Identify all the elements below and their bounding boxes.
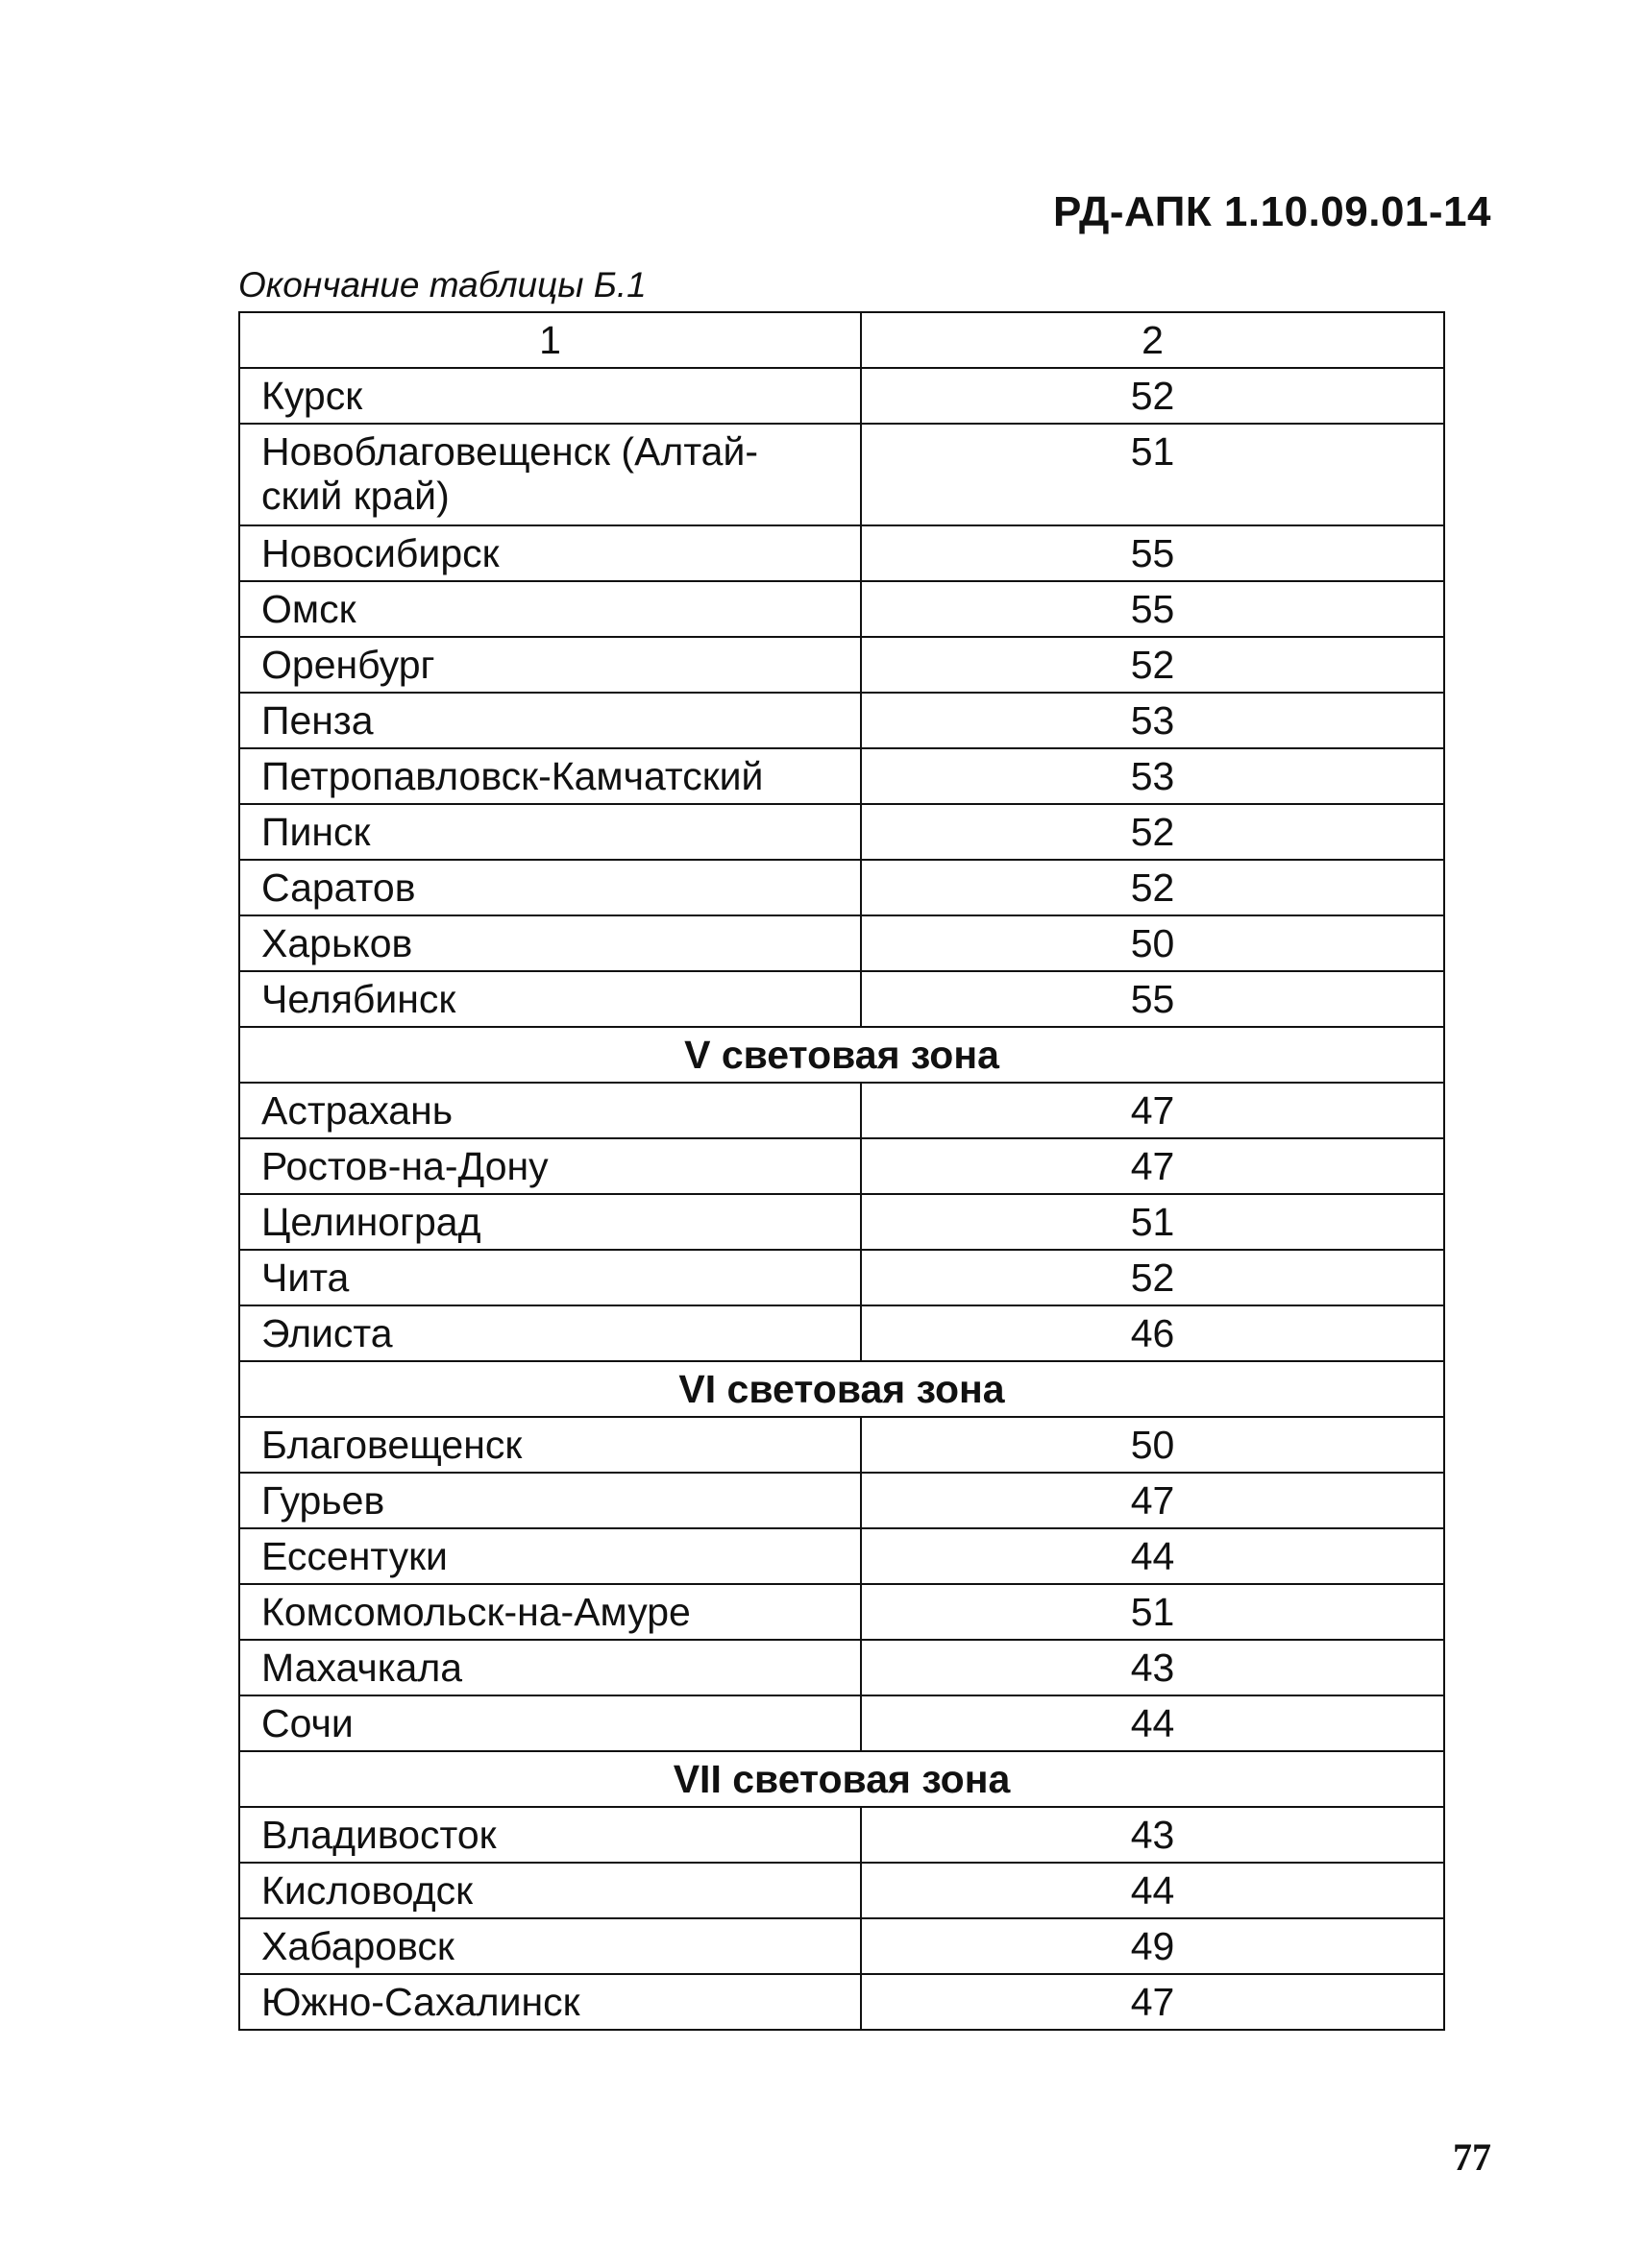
table-row <box>239 525 1444 581</box>
table-row <box>239 1305 1444 1361</box>
city-name: Ессентуки <box>239 1528 861 1584</box>
city-name: Благовещенск <box>239 1417 861 1473</box>
city-value: 47 <box>861 1083 1444 1138</box>
city-name: Ростов-на-Дону <box>239 1138 861 1194</box>
city-value: 55 <box>861 581 1444 637</box>
table-row <box>239 1640 1444 1695</box>
city-value: 52 <box>861 860 1444 915</box>
city-name: Курск <box>239 368 861 424</box>
table-row <box>239 1250 1444 1305</box>
city-name: Саратов <box>239 860 861 915</box>
city-name: Харьков <box>239 915 861 971</box>
city-value: 47 <box>861 1138 1444 1194</box>
city-name: Пенза <box>239 693 861 748</box>
city-name: Пинск <box>239 804 861 860</box>
table-row <box>239 1807 1444 1863</box>
city-value: 51 <box>861 1194 1444 1250</box>
city-value: 50 <box>861 1417 1444 1473</box>
zone-title: VII световая зона <box>239 1751 1444 1807</box>
city-value: 52 <box>861 637 1444 693</box>
city-value: 55 <box>861 971 1444 1027</box>
city-name: Хабаровск <box>239 1918 861 1974</box>
city-value: 47 <box>861 1473 1444 1528</box>
table-row <box>239 424 1444 525</box>
city-name: Комсомольск-на-Амуре <box>239 1584 861 1640</box>
page-number: 77 <box>1453 2135 1491 2179</box>
table-row <box>239 1417 1444 1473</box>
city-name: Петропавловск-Камчатский <box>239 748 861 804</box>
city-value: 43 <box>861 1640 1444 1695</box>
column-header-2: 2 <box>861 312 1444 368</box>
city-value: 51 <box>861 1584 1444 1640</box>
city-value: 44 <box>861 1695 1444 1751</box>
city-value: 53 <box>861 748 1444 804</box>
table-row <box>239 1584 1444 1640</box>
city-name: Сочи <box>239 1695 861 1751</box>
table-row <box>239 748 1444 804</box>
city-value: 43 <box>861 1807 1444 1863</box>
table-row <box>239 693 1444 748</box>
table-row <box>239 971 1444 1027</box>
column-header-1: 1 <box>239 312 861 368</box>
city-name: Владивосток <box>239 1807 861 1863</box>
city-value: 44 <box>861 1528 1444 1584</box>
zone-header-row <box>239 1027 1444 1083</box>
table-row <box>239 1695 1444 1751</box>
city-value: 52 <box>861 804 1444 860</box>
city-name: Чита <box>239 1250 861 1305</box>
city-name <box>239 424 861 525</box>
table-row <box>239 1863 1444 1918</box>
table-row <box>239 1138 1444 1194</box>
table-row <box>239 581 1444 637</box>
illumination-table <box>238 311 1445 2031</box>
city-value: 47 <box>861 1974 1444 2030</box>
table-header-row <box>239 312 1444 368</box>
city-name: Оренбург <box>239 637 861 693</box>
city-value: 50 <box>861 915 1444 971</box>
table-row <box>239 1528 1444 1584</box>
city-value: 46 <box>861 1305 1444 1361</box>
city-name: Южно-Сахалинск <box>239 1974 861 2030</box>
city-name-line-2: ский край) <box>261 474 450 518</box>
city-value: 49 <box>861 1918 1444 1974</box>
city-name: Омск <box>239 581 861 637</box>
zone-title: V световая зона <box>239 1027 1444 1083</box>
table-row <box>239 1918 1444 1974</box>
city-name: Новосибирск <box>239 525 861 581</box>
city-value: 44 <box>861 1863 1444 1918</box>
table-row <box>239 915 1444 971</box>
table-row <box>239 1194 1444 1250</box>
city-value: 52 <box>861 368 1444 424</box>
city-name: Кисловодск <box>239 1863 861 1918</box>
city-name: Элиста <box>239 1305 861 1361</box>
city-value: 52 <box>861 1250 1444 1305</box>
zone-header-row <box>239 1751 1444 1807</box>
city-name: Махачкала <box>239 1640 861 1695</box>
city-name: Целиноград <box>239 1194 861 1250</box>
table-row <box>239 860 1444 915</box>
city-value: 55 <box>861 525 1444 581</box>
city-value: 53 <box>861 693 1444 748</box>
city-name: Гурьев <box>239 1473 861 1528</box>
zone-header-row <box>239 1361 1444 1417</box>
table-row <box>239 368 1444 424</box>
table-row <box>239 637 1444 693</box>
city-name-line-1: Новоблаговещенск (Алтай- <box>261 429 759 474</box>
zone-title: VI световая зона <box>239 1361 1444 1417</box>
city-name: Астрахань <box>239 1083 861 1138</box>
table-caption: Окончание таблицы Б.1 <box>238 265 647 305</box>
city-value: 51 <box>861 424 1444 525</box>
document-code: РД-АПК 1.10.09.01-14 <box>1052 188 1491 235</box>
city-name: Челябинск <box>239 971 861 1027</box>
table-row <box>239 1473 1444 1528</box>
table-row <box>239 1083 1444 1138</box>
table-row <box>239 804 1444 860</box>
table-row <box>239 1974 1444 2030</box>
